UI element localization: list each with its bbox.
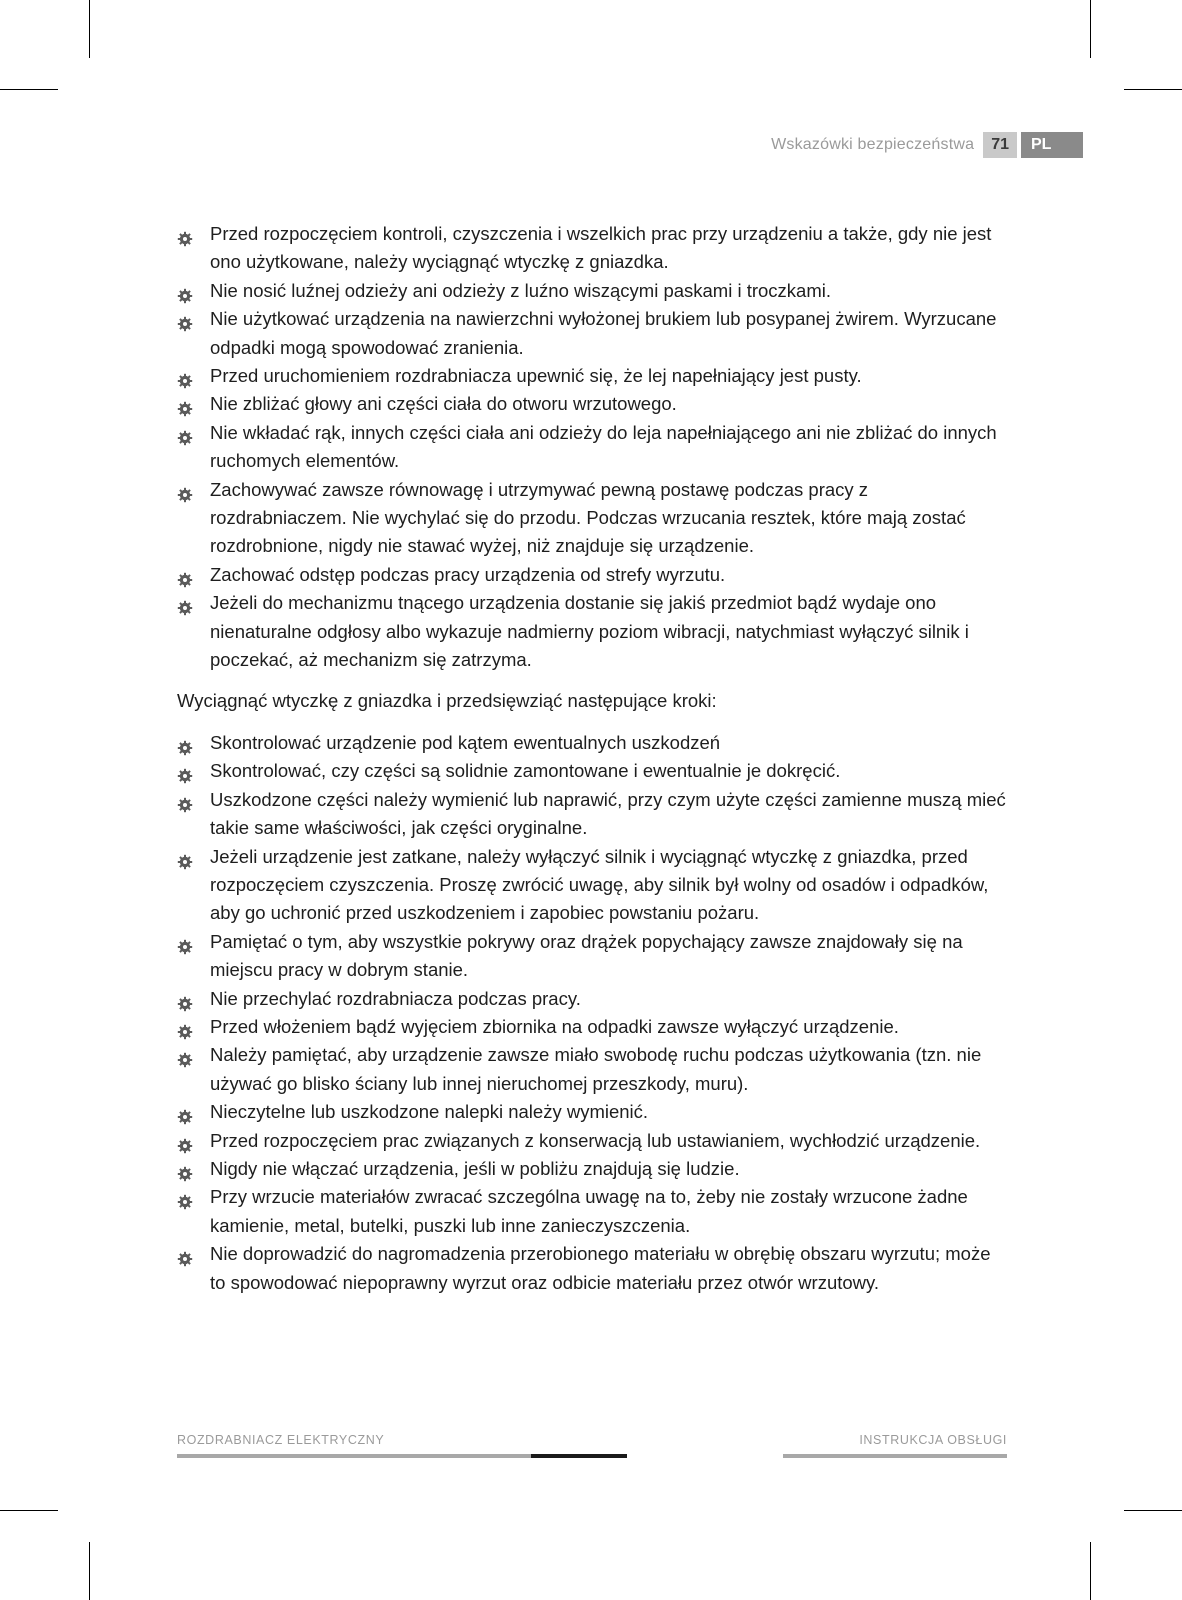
list-item xyxy=(177,305,1007,362)
list-item xyxy=(177,277,1007,305)
list-item-text: Uszkodzone części należy wymienić lub naprawić, przy czym użyte części zamienne muszą mieć takie same właściwości, jak części oryginalne. xyxy=(210,788,1006,839)
list-item xyxy=(177,729,1007,757)
gear-bullet-icon xyxy=(177,992,193,1008)
gear-bullet-icon xyxy=(177,596,193,612)
crop-mark xyxy=(89,0,90,58)
list-item xyxy=(177,561,1007,589)
crop-mark xyxy=(0,1510,58,1511)
list-item xyxy=(177,589,1007,674)
list-item xyxy=(177,843,1007,928)
gear-bullet-icon xyxy=(177,1048,193,1064)
list-item-text: Przed rozpoczęciem prac związanych z konserwacją lub ustawianiem, wychłodzić urządzenie. xyxy=(210,1129,981,1151)
list-item xyxy=(177,786,1007,843)
list-item xyxy=(177,928,1007,985)
list-item xyxy=(177,1127,1007,1155)
list-item-text: Przed włożeniem bądź wyjęciem zbiornika na odpadki zawsze wyłączyć urządzenie. xyxy=(210,1015,899,1037)
gear-bullet-icon xyxy=(177,793,193,809)
gear-bullet-icon xyxy=(177,568,193,584)
list-item-text: Nie wkładać rąk, innych części ciała ani odzieży do leja napełniającego ani nie zbliżać do innych ruchomych elementów. xyxy=(210,421,997,472)
gear-bullet-icon xyxy=(177,227,193,243)
list-item-text: Nie doprowadzić do nagromadzenia przerobionego materiału w obrębię obszaru wyrzutu; może to spowodować niepoprawny wyrzut oraz odbicie materiału przez otwór wrzutowy. xyxy=(210,1243,991,1293)
list-item-text: Nie użytkować urządzenia na nawierzchni wyłożonej brukiem lub posypanej żwirem. Wyrzucane odpadki mogą spowodować zranienia. xyxy=(210,308,997,358)
gear-bullet-icon xyxy=(177,1105,193,1121)
gear-bullet-icon xyxy=(177,312,193,328)
crop-mark xyxy=(1124,89,1182,90)
gear-bullet-icon xyxy=(177,764,193,780)
list-item-text: Nie przechylać rozdrabniacza podczas pracy. xyxy=(210,987,581,1009)
list-item xyxy=(177,419,1007,476)
list-item-text: Przed uruchomieniem rozdrabniacza upewnić się, że lej napełniający jest pusty. xyxy=(210,365,862,387)
section-title: Wskazówki bezpieczeństwa xyxy=(771,136,975,153)
crop-mark xyxy=(89,1542,90,1600)
gear-bullet-icon xyxy=(177,736,193,752)
list-item-text: Zachowywać zawsze równowagę i utrzymywać pewną postawę podczas pracy z rozdrabniaczem. Nie wychylać się do przodu. Podczas wrzucania resztek, które mają zostać rozdrobnione, nigdy nie stawać wyżej, niż znajduje się urządzenie. xyxy=(210,478,966,557)
list-item xyxy=(177,1041,1007,1098)
gear-bullet-icon xyxy=(177,1020,193,1036)
gear-bullet-icon xyxy=(177,1247,193,1263)
list-item-text: Jeżeli urządzenie jest zatkane, należy wyłączyć silnik i wyciągnąć wtyczkę z gniazdka, przed rozpoczęciem czyszczenia. Proszę zwrócić uwagę, aby silnik był wolny od osadów i odpadków, aby go uchronić przed uszkodzeniem i zapobiec powstaniu pożaru. xyxy=(210,845,989,924)
gear-bullet-icon xyxy=(177,1190,193,1206)
list-item xyxy=(177,985,1007,1013)
gear-bullet-icon xyxy=(177,483,193,499)
gear-bullet-icon xyxy=(177,1162,193,1178)
list-item-text: Skontrolować urządzenie pod kątem ewentualnych uszkodzeń xyxy=(210,731,721,753)
list-item-text: Nigdy nie włączać urządzenia, jeśli w pobliżu znajdują się ludzie. xyxy=(210,1158,740,1179)
language-badge: PL xyxy=(1021,132,1083,158)
list-item-text: Nie nosić luźnej odzieży ani odzieży z luźno wiszącymi paskami i troczkami. xyxy=(210,279,832,301)
list-item xyxy=(177,362,1007,390)
gear-bullet-icon xyxy=(177,369,193,385)
list-item-text: Przed rozpoczęciem kontroli, czyszczenia i wszelkich prac przy urządzeniu a także, gdy nie jest ono użytkowane, należy wyciągnąć wtyczkę z gniazdka. xyxy=(210,223,992,273)
crop-mark xyxy=(1124,1510,1182,1511)
list-item-text: Skontrolować, czy części są solidnie zamontowane i ewentualnie je dokręcić. xyxy=(210,760,841,782)
list-item xyxy=(177,476,1007,561)
list-item xyxy=(177,1155,1007,1183)
gear-bullet-icon xyxy=(177,426,193,442)
footer-rule-middle xyxy=(531,1454,627,1458)
safety-list-2 xyxy=(177,729,1007,1297)
intro-paragraph: Wyciągnąć wtyczkę z gniazdka i przedsięwziąć następujące kroki: xyxy=(177,689,717,711)
list-item xyxy=(177,1240,1007,1297)
main-content xyxy=(177,220,1007,1297)
gear-bullet-icon xyxy=(177,935,193,951)
footer-manual-title: INSTRUKCJA OBSŁUGI xyxy=(859,1433,1007,1447)
list-item-text: Przy wrzucie materiałów zwracać szczególna uwagę na to, żeby nie zostały wrzucone żadne kamienie, metal, butelki, puszki lub inne zanieczyszczenia. xyxy=(210,1186,968,1236)
list-item-text: Zachować odstęp podczas pracy urządzenia od strefy wyrzutu. xyxy=(210,563,726,585)
list-item-text: Pamiętać o tym, aby wszystkie pokrywy oraz drążek popychający zawsze znajdowały się na miejscu pracy w dobrym stanie. xyxy=(210,930,963,981)
crop-mark xyxy=(0,89,58,90)
list-item xyxy=(177,1013,1007,1041)
list-item xyxy=(177,220,1007,277)
footer-rule-right xyxy=(783,1454,1007,1458)
gear-bullet-icon xyxy=(177,850,193,866)
list-item-text: Nie zbliżać głowy ani części ciała do otworu wrzutowego. xyxy=(210,393,677,415)
safety-list-1 xyxy=(177,220,1007,675)
list-item xyxy=(177,1098,1007,1126)
crop-mark xyxy=(1090,0,1091,58)
list-item-text: Nieczytelne lub uszkodzone nalepki należy wymienić. xyxy=(210,1101,649,1123)
list-item-text: Należy pamiętać, aby urządzenie zawsze miało swobodę ruchu podczas użytkowania (tzn. nie używać go blisko ściany lub innej nieruchomej przeszkody, muru). xyxy=(210,1044,982,1094)
list-item-text: Jeżeli do mechanizmu tnącego urządzenia dostanie się jakiś przedmiot bądź wydaje ono nienaturalne odgłosy albo wykazuje nadmierny poziom wibracji, natychmiast wyłączyć silnik i poczekać, aż mechanizm się zatrzyma. xyxy=(210,592,969,671)
gear-bullet-icon xyxy=(177,397,193,413)
list-item xyxy=(177,390,1007,418)
footer-product-name: ROZDRABNIACZ ELEKTRYCZNY xyxy=(177,1433,385,1447)
gear-bullet-icon xyxy=(177,284,193,300)
gear-bullet-icon xyxy=(177,1134,193,1150)
footer-rule-left xyxy=(177,1454,531,1458)
list-item xyxy=(177,1183,1007,1240)
page-number: 71 xyxy=(983,132,1017,158)
crop-mark xyxy=(1090,1542,1091,1600)
list-item xyxy=(177,757,1007,785)
page-header xyxy=(771,132,1083,158)
